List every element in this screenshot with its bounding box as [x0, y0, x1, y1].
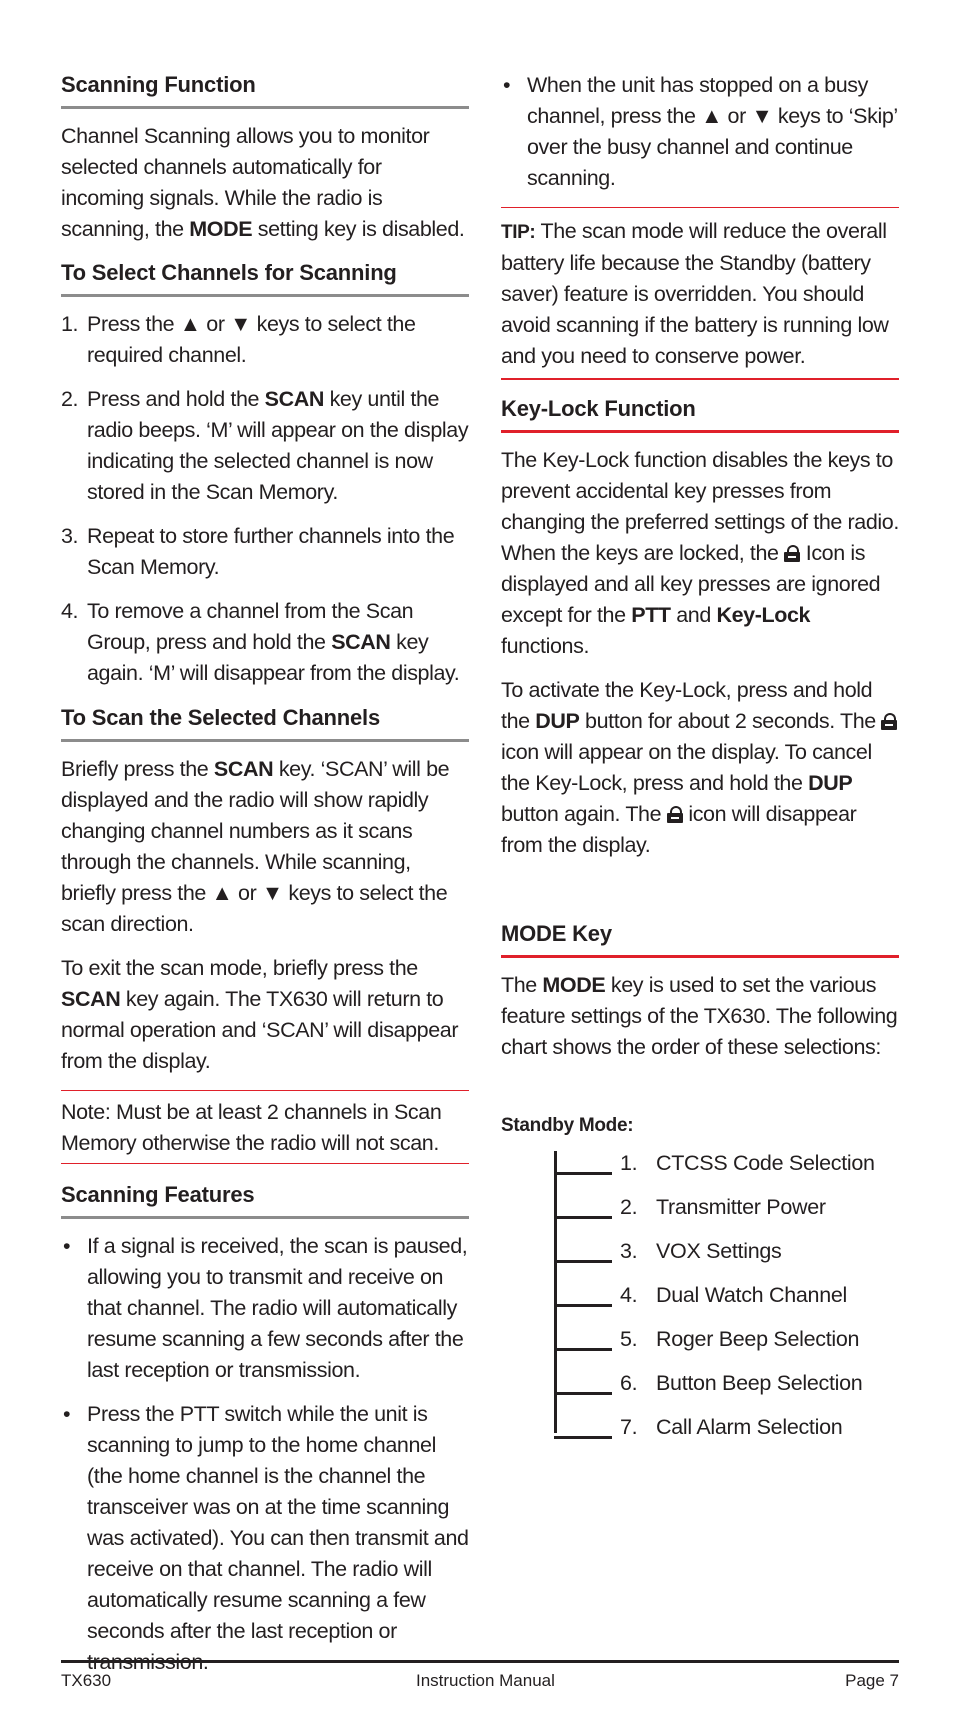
scanning-function-paragraph: Channel Scanning allows you to monitor selected channels automatically for incoming signals. While the radio is scanning, the MODE setting key is disabled. [61, 124, 465, 241]
bullet-icon: • [503, 73, 511, 97]
tip-box [501, 207, 899, 380]
right-column [501, 70, 899, 1441]
footer-title: Instruction Manual [416, 1671, 555, 1690]
footer-page-number: Page 7 [845, 1671, 899, 1690]
mode-key-heading: MODE Key [501, 919, 899, 958]
down-triangle-icon: ▼ [751, 104, 773, 128]
up-triangle-icon: ▲ [211, 881, 233, 905]
busy-channel-list [501, 70, 899, 194]
standby-mode-title: Standby Mode: [501, 1115, 634, 1136]
scan-selected-heading: To Scan the Selected Channels [61, 703, 469, 742]
scanning-features-list [61, 1231, 469, 1678]
list-item: • If a signal is received, the scan is paused, allowing you to transmit and receive on that channel. The radio will automatically resume scanning a few seconds after the last reception or transmission. [61, 1231, 469, 1386]
tip-text: TIP: The scan mode will reduce the overall battery life because the Standby (battery saver) feature is overridden. You should avoid scanning if the battery is running low and you need to conserve power. [501, 219, 889, 368]
tree-trunk [554, 1151, 557, 1433]
step-1: 1. Press the ▲ or ▼ keys to select the required channel. [61, 312, 416, 367]
down-triangle-icon: ▼ [230, 312, 252, 336]
up-triangle-icon: ▲ [179, 312, 201, 336]
tip-label: TIP: [501, 222, 536, 243]
up-triangle-icon: ▲ [701, 104, 722, 128]
list-item: • Press the PTT switch while the unit is scanning to jump to the home channel (the home channel is the channel the transceiver was on at the time scanning was activated). You can then transmit and receive on that channel. The radio will automatically resume scanning a few seconds after the last reception or transmission. [61, 1399, 469, 1678]
scan-note [61, 1090, 469, 1164]
keylock-paragraph-1: The Key-Lock function disables the keys to prevent accidental key presses from changing the preferred settings of the radio. When the keys are locked, the Icon is displayed and all key presses are ignored except for the PTT and Key-Lock functions. [501, 448, 899, 658]
scan-selected-paragraph-1: Briefly press the SCAN key. ‘SCAN’ will be displayed and the radio will show rapidly changing channel numbers as it scans through the channels. While scanning, briefly press the ▲ or ▼ keys to select the scan direction. [61, 757, 450, 936]
standby-mode-tree: 1. CTCSS Code Selection 2. Transmitter Power 3. VOX Settings 4. Dual Watch Channel 5. Roger Beep Selection 6. Button Beep Selection 7. Call Alarm Selection [554, 1151, 899, 1441]
bullet-icon: • [63, 1234, 71, 1258]
lock-icon [784, 545, 800, 561]
scan-selected-paragraph-2: To exit the scan mode, briefly press the SCAN key again. The TX630 will return to normal operation and ‘SCAN’ will disappear from the display. [61, 956, 459, 1073]
scanning-function-heading: Scanning Function [61, 70, 469, 109]
keylock-paragraph-2: To activate the Key-Lock, press and hold the DUP button for about 2 seconds. The icon will appear on the display. To cancel the Key-Lock, press and hold the DUP button again. The icon will disappear from the display. [501, 675, 899, 861]
step-2: 2. Press and hold the SCAN key until the radio beeps. ‘M’ will appear on the display indicating the selected channel is now stored in the Scan Memory. [61, 387, 469, 504]
page-footer [61, 1660, 899, 1690]
step-4: 4. To remove a channel from the Scan Group, press and hold the SCAN key again. ‘M’ will disappear from the display. [61, 599, 460, 685]
mode-key-paragraph: The MODE key is used to set the various feature settings of the TX630. The following chart shows the order of these selections: [501, 973, 898, 1059]
select-channels-steps [61, 309, 469, 689]
keylock-heading: Key-Lock Function [501, 394, 899, 433]
mode-key-name: MODE [189, 217, 253, 241]
lock-icon [667, 806, 683, 822]
footer-model: TX630 [61, 1671, 112, 1690]
left-column [61, 70, 469, 1692]
step-3: 3. Repeat to store further channels into the Scan Memory. [61, 524, 455, 579]
lock-icon [881, 713, 897, 729]
bullet-icon: • [63, 1402, 71, 1426]
scan-note-text: Note: Must be at least 2 channels in Scan Memory otherwise the radio will not scan. [61, 1100, 442, 1155]
select-channels-heading: To Select Channels for Scanning [61, 258, 469, 297]
down-triangle-icon: ▼ [261, 881, 283, 905]
scanning-features-heading: Scanning Features [61, 1180, 469, 1219]
list-item: • When the unit has stopped on a busy channel, press the ▲ or ▼ keys to ‘Skip’ over the busy channel and continue scanning. [501, 70, 899, 194]
